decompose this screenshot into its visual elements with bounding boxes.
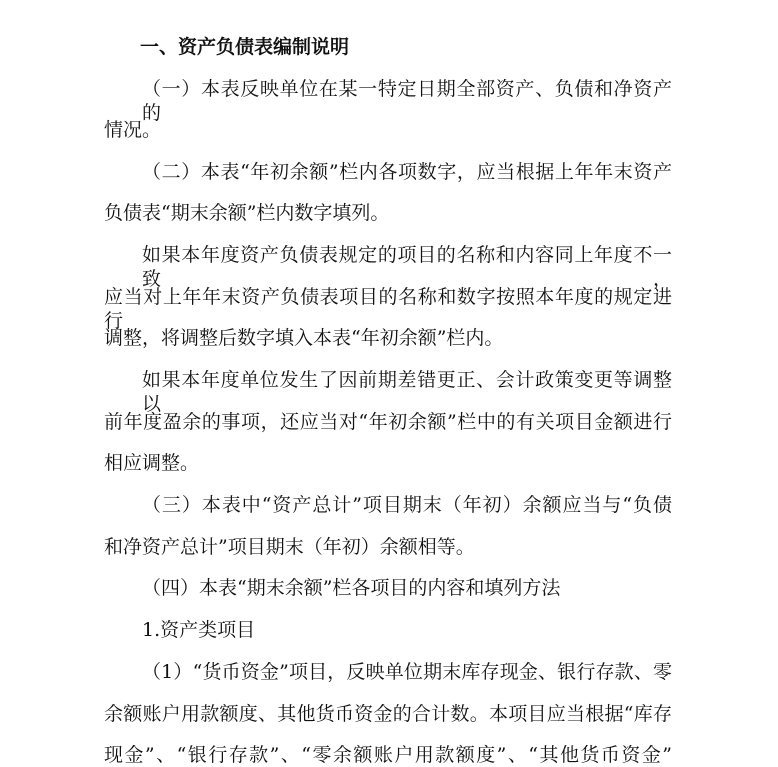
paragraph-line: 前年度盈余的事项，还应当对“年初余额”栏中的有关项目金额进行 [104, 411, 672, 433]
paragraph-line: 负债表“期末余额”栏内数字填列。 [104, 202, 390, 224]
paragraph-line: （1）“货币资金”项目，反映单位期末库存现金、银行存款、零 [142, 661, 672, 683]
paragraph-line: （四）本表“期末余额”栏各项目的内容和填列方法 [142, 577, 561, 599]
paragraph-line: （一）本表反映单位在某一特定日期全部资产、负债和净资产的 [142, 78, 672, 124]
paragraph-line: 应当对上年年末资产负债表项目的名称和数字按照本年度的规定进行 [104, 286, 672, 332]
paragraph-line: 余额账户用款额度、其他货币资金的合计数。本项目应当根据“库存 [104, 703, 672, 725]
paragraph-line: 和净资产总计”项目期末（年初）余额相等。 [104, 536, 475, 558]
section-heading: 一、资产负债表编制说明 [140, 36, 350, 58]
paragraph-line: 如果本年度单位发生了因前期差错更正、会计政策变更等调整以 [142, 369, 672, 415]
paragraph-line: 调整，将调整后数字填入本表“年初余额”栏内。 [104, 327, 504, 349]
paragraph-line: 相应调整。 [104, 452, 200, 474]
paragraph-line: 情况。 [104, 119, 162, 141]
paragraph-line: （二）本表“年初余额”栏内各项数字，应当根据上年年末资产 [142, 161, 672, 183]
paragraph-line: 如果本年度资产负债表规定的项目的名称和内容同上年度不一致， [142, 244, 672, 290]
paragraph-line: 现金”、“银行存款”、“零余额账户用款额度”、“其他货币资金” [104, 744, 672, 766]
paragraph-line: 1.资产类项目 [142, 619, 256, 641]
paragraph-line: （三）本表中“资产总计”项目期末（年初）余额应当与“负债 [142, 494, 672, 516]
